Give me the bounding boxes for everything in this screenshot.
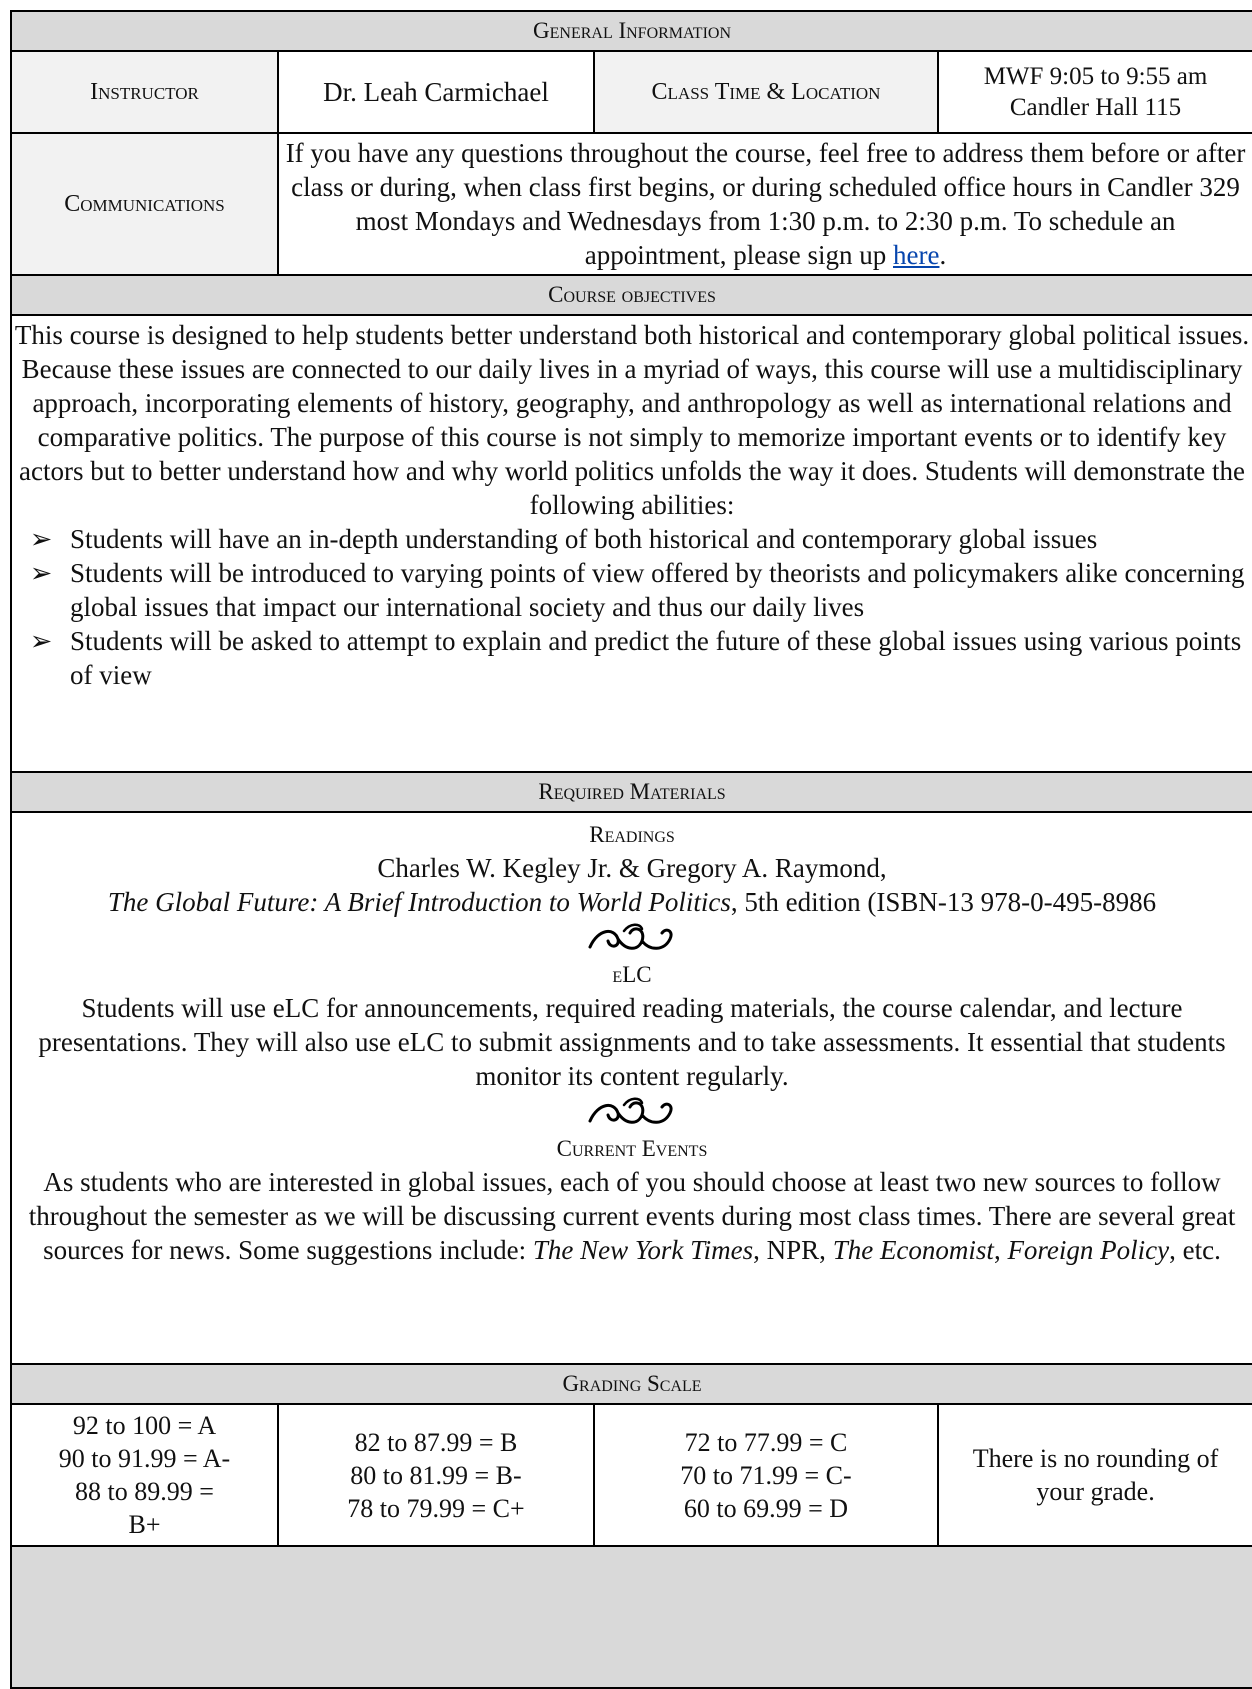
objective-item <box>12 522 1252 556</box>
grading-column-1 <box>11 1404 278 1546</box>
objective-item <box>12 556 1252 624</box>
grading-column-2 <box>278 1404 594 1546</box>
required-materials-header: Required Materials <box>11 772 1252 812</box>
grade-range: 80 to 81.99 = B- <box>350 1460 522 1490</box>
objectives-intro: This course is designed to help students better understand both historical and contemporary global political issues. Because these issues are connected to our daily lives in a myriad of ways, this course will use a multidisciplinary approach, incorporating elements of history, geography, and anthropology as well as international relations and comparative politics. The purpose of this course is not simply to memorize important events or to identify key actors but to better understand how and why world politics unfolds the way it does. Students will demonstrate the following abilities: <box>14 320 1250 520</box>
communications-body: If you have any questions throughout the course, feel free to address them before or after class or during, when class first begins, or during scheduled office hours in Candler 329 most Mondays and Wednesdays from 1:30 p.m. to 2:30 p.m. To schedule an appointment, please sign up <box>285 138 1246 270</box>
arrowhead-bullet-icon: ➢ <box>29 626 53 656</box>
arrowhead-bullet-icon: ➢ <box>29 558 53 588</box>
readings-edition: , 5th edition (ISBN-13 978-0-495-8986 <box>730 887 1157 917</box>
flourish-divider-icon <box>584 1095 680 1129</box>
required-materials-body <box>11 812 1252 1364</box>
grade-range: 90 to 91.99 = A- <box>58 1444 231 1473</box>
readings-title: Readings <box>589 822 675 847</box>
current-events-text <box>12 1165 1252 1267</box>
objective-item <box>12 624 1252 692</box>
elc-text: Students will use eLC for announcements, required reading materials, the course calendar, and lecture presentations. They will also use eLC to submit assignments and to take assessments. It essential that students monitor its content regularly. <box>38 993 1226 1091</box>
news-source-economist: The Economist <box>832 1235 994 1265</box>
current-events-title: Current Events <box>556 1136 708 1161</box>
readings-authors: Charles W. Kegley Jr. & Gregory A. Raymond, <box>377 853 887 883</box>
instructor-name: Dr. Leah Carmichael <box>278 51 594 133</box>
news-separator: , NPR, <box>753 1235 833 1265</box>
objective-text: Students will be asked to attempt to explain and predict the future of these global issues using various points of view <box>70 626 1242 690</box>
readings-book-title: The Global Future: A Brief Introduction to World Politics <box>107 887 731 917</box>
communications-label: Communications <box>11 133 278 275</box>
grade-range: 72 to 77.99 = C <box>684 1427 848 1457</box>
general-information-header: General Information <box>11 11 1252 51</box>
grade-range: 70 to 71.99 = C- <box>680 1460 852 1490</box>
current-events-body: As students who are interested in global issues, each of you should choose at least two new sources to follow throughout the semester as we will be discussing current events during most class times. There are several great sources for news. Some suggestions include: <box>28 1167 1236 1265</box>
class-time-location-value <box>938 51 1252 133</box>
grade-range: 60 to 69.99 = D <box>683 1493 849 1523</box>
news-end: , etc. <box>1169 1235 1221 1265</box>
news-source-foreign-policy: Foreign Policy <box>1007 1235 1170 1265</box>
arrowhead-bullet-icon: ➢ <box>29 524 53 554</box>
news-separator: , <box>993 1235 1008 1265</box>
class-time-location-label: Class Time & Location <box>594 51 938 133</box>
grading-column-3 <box>594 1404 938 1546</box>
grading-scale-header: Grading Scale <box>11 1364 1252 1404</box>
flourish-divider-icon <box>584 921 680 955</box>
elc-title: eLC <box>612 962 652 987</box>
communications-text <box>278 133 1252 275</box>
grade-range: 82 to 87.99 = B <box>354 1427 518 1457</box>
grade-range: 78 to 79.99 = C+ <box>347 1493 525 1523</box>
schedule-appointment-link[interactable]: here <box>893 240 940 270</box>
readings-citation <box>12 885 1252 919</box>
grade-range: B+ <box>128 1510 161 1539</box>
syllabus-table <box>10 10 1252 1689</box>
grade-range: 92 to 100 = A <box>72 1411 217 1440</box>
grading-note: There is no rounding of your grade. <box>938 1404 1252 1546</box>
course-objectives-header: Course objectives <box>11 275 1252 315</box>
course-objectives-body <box>11 315 1252 772</box>
class-location: Candler Hall 115 <box>1009 94 1182 121</box>
grade-range: 88 to 89.99 = <box>75 1477 214 1506</box>
instructor-label: Instructor <box>11 51 278 133</box>
objective-text: Students will have an in-depth understanding of both historical and contemporary global issues <box>70 524 1098 554</box>
empty-footer-band <box>11 1546 1252 1688</box>
objectives-list <box>12 522 1252 692</box>
class-time: MWF 9:05 to 9:55 am <box>983 63 1208 90</box>
news-source-nyt: The New York Times <box>532 1235 754 1265</box>
communications-end: . <box>939 240 947 270</box>
objective-text: Students will be introduced to varying points of view offered by theorists and policymakers alike concerning global issues that impact our international society and thus our daily lives <box>70 558 1245 622</box>
